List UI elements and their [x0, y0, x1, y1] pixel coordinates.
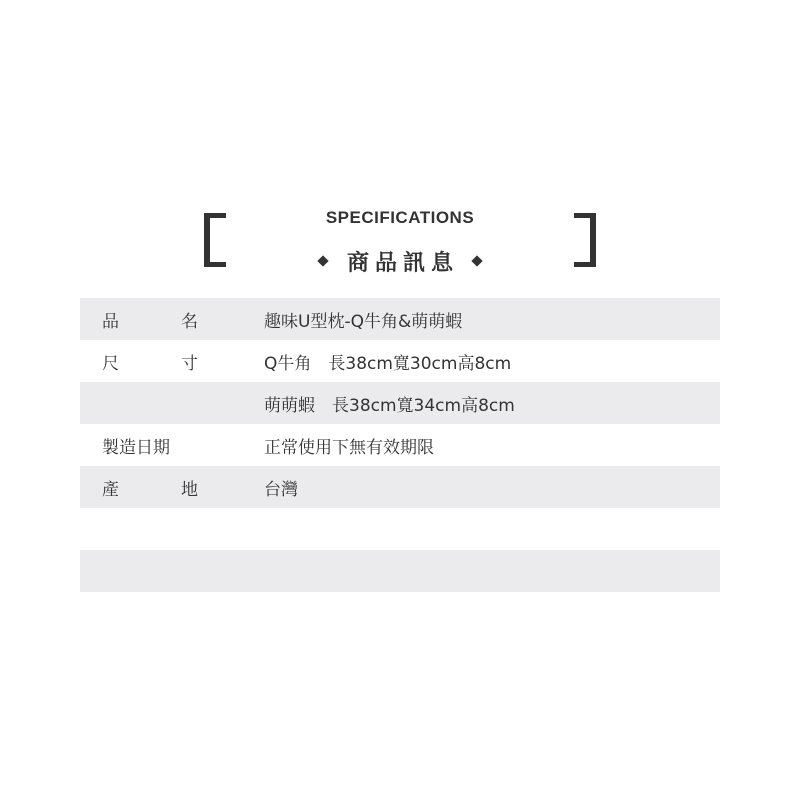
spec-label: 產 地: [102, 479, 198, 500]
spec-row-empty: [80, 508, 720, 550]
spec-row-size-continued: [80, 382, 720, 424]
spec-row-empty: [80, 550, 720, 592]
spec-value: 趣味U型枕-Q牛角&萌萌蝦: [264, 311, 463, 332]
spec-row-expiry: [80, 424, 720, 466]
spec-label: 品 名: [102, 311, 198, 332]
diamond-icon: [317, 255, 328, 266]
product-info-title: 商品訊息: [346, 250, 459, 276]
spec-value: Q牛角 長38cm寬30cm高8cm: [264, 353, 512, 374]
spec-label: 尺 寸: [102, 353, 198, 374]
spec-value: 台灣: [264, 479, 298, 500]
spec-value: 正常使用下無有效期限: [264, 437, 434, 458]
product-info-heading: [0, 244, 800, 278]
spec-row-product-name: [80, 298, 720, 340]
spec-row-size: [80, 340, 720, 382]
specifications-title: SPECIFICATIONS: [325, 208, 475, 227]
spec-table: [80, 298, 720, 592]
spec-label: 製造日期: [102, 437, 170, 458]
diamond-icon: [471, 255, 482, 266]
spec-value: 萌萌蝦 長38cm寬34cm高8cm: [264, 395, 515, 416]
spec-row-origin: [80, 466, 720, 508]
